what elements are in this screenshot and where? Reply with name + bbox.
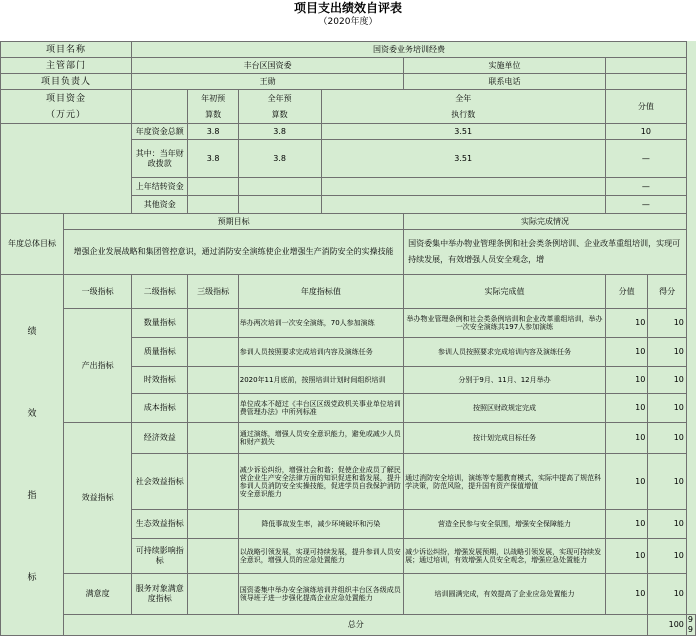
fund-exec-value: 3.51 [321, 124, 605, 140]
level2-indicator: 经济效益 [132, 423, 188, 454]
fund-full-value: 3.8 [238, 124, 321, 140]
indicator-score: 10 [605, 510, 647, 539]
fund-full-value [238, 196, 321, 214]
indicator-got: 10 [648, 510, 687, 539]
actual-value: 举办物业管理条例和社会类条例培训和企业改革重组培训，举办一次安全演练共197人参加演练 [404, 309, 606, 338]
target-value: 通过演练，增强人员安全意识能力，避免或减少人员和财产损失 [238, 423, 403, 454]
fund-item-label: 其中：当年财政拨款 [132, 140, 188, 178]
level2-indicator: 成本指标 [132, 394, 188, 423]
level2-indicator: 社会效益指标 [132, 454, 188, 510]
target-value: 参训人员按照要求完成培训内容及演练任务 [238, 338, 403, 367]
level1-indicator: 产出指标 [64, 309, 132, 423]
target-value: 单位成本不超过《丰台区区级党政机关事业单位培训费管理办法》中所列标准 [238, 394, 403, 423]
level3-indicator [188, 394, 238, 423]
page-title: 项目支出绩效自评表 [293, 1, 402, 15]
fund-exec-value [321, 196, 605, 214]
funds-blank-cell [1, 124, 132, 214]
fund-full-value [238, 178, 321, 196]
overall-goal-content-row [1, 230, 696, 275]
fund-score-value: 10 [605, 124, 686, 140]
total-got: 99 [686, 615, 695, 636]
fund-score-value: — [605, 140, 686, 178]
execution-header: 全年 执行数 [321, 90, 605, 124]
indicator-got: 10 [648, 367, 687, 394]
fund-item-label: 年度资金总额 [132, 124, 188, 140]
level3-indicator [188, 539, 238, 574]
indicator-score-header: 分值 [605, 275, 647, 309]
level2-indicator: 数量指标 [132, 309, 188, 338]
target-value: 以战略引领发展，实现可持续发展，提升参训人员安全意识，增强人员的应急处置能力 [238, 539, 403, 574]
indicator-score: 10 [605, 423, 647, 454]
indicator-score: 10 [605, 309, 647, 338]
level3-indicator [188, 309, 238, 338]
level3-indicator [188, 367, 238, 394]
target-value: 国资委集中举办安全演练培训并组织丰台区各级成员领导班子进一步强化提高企业应急处置能力 [238, 574, 403, 615]
total-score: 100 [648, 615, 687, 636]
fund-score-value: — [605, 196, 686, 214]
indicator-got-header: 得分 [648, 275, 687, 309]
actual-value-header: 实际完成值 [404, 275, 606, 309]
level2-indicator: 时效指标 [132, 367, 188, 394]
leader-row [1, 74, 696, 90]
fund-exec-value [321, 178, 605, 196]
funds-header-row-1 [1, 90, 696, 108]
project-name-row [1, 42, 696, 58]
actual-value: 培训圆满完成，有效提高了企业应急处置能力 [404, 574, 606, 615]
dept-value: 丰台区国资委 [132, 58, 404, 74]
level1-indicator: 效益指标 [64, 423, 132, 574]
full-year-header: 全年预 算数 [238, 90, 321, 124]
expected-goal-text: 增强企业发展战略和集团管控意识，通过消防安全演练使企业增强生产消防安全的实操技能 [64, 230, 404, 275]
level1-indicator-header: 一级指标 [64, 275, 132, 309]
funds-score-header: 分值 [605, 90, 686, 124]
indicator-row [1, 309, 696, 338]
indicator-got: 10 [648, 338, 687, 367]
indicator-got: 10 [648, 423, 687, 454]
evaluation-table [0, 41, 696, 636]
level2-indicator: 生态效益指标 [132, 510, 188, 539]
target-value: 降低事故发生率，减少环境破坏和污染 [238, 510, 403, 539]
impl-value [605, 58, 686, 74]
expected-goal-header: 预期目标 [64, 214, 404, 230]
actual-value: 按计划完成目标任务 [404, 423, 606, 454]
fund-budget-value: 3.8 [188, 124, 238, 140]
year-subtitle: （2020年度） [318, 17, 378, 27]
actual-value: 按照区财政规定完成 [404, 394, 606, 423]
indicator-got: 10 [648, 539, 687, 574]
performance-indicator-side-label: 绩 效 指 标 [1, 275, 64, 636]
dept-label: 主管部门 [1, 58, 132, 74]
funds-blank-header [132, 90, 188, 124]
level2-indicator-header: 二级指标 [132, 275, 188, 309]
indicator-score: 10 [605, 574, 647, 615]
actual-result-header: 实际完成情况 [404, 214, 687, 230]
indicator-score: 10 [605, 394, 647, 423]
overall-goal-label: 年度总体目标 [1, 214, 64, 275]
target-value: 2020年11月底前，按照培训计划时间组织培训 [238, 367, 403, 394]
budget-header: 年初预 算数 [188, 90, 238, 124]
level2-indicator: 服务对象满意度指标 [132, 574, 188, 615]
funds-label: 项目资金 （万元） [1, 90, 132, 124]
leader-value: 王勋 [132, 74, 404, 90]
fund-budget-value [188, 196, 238, 214]
target-value: 减少诉讼纠纷，增强社会和谐；促使企业成员了解民营企业生产安全法律方面的知识促进和谐发展，提升参训人员消防安全实操技能，促进学员自我保护消防安全意识能力 [238, 454, 403, 510]
level2-indicator: 可持续影响指标 [132, 539, 188, 574]
indicator-row [1, 423, 696, 454]
level1-indicator: 满意度 [64, 574, 132, 615]
actual-value: 参训人员按照要求完成培训内容及演练任务 [404, 338, 606, 367]
level3-indicator [188, 510, 238, 539]
level3-indicator-header: 三级指标 [188, 275, 238, 309]
fund-full-value: 3.8 [238, 140, 321, 178]
fund-score-value: — [605, 178, 686, 196]
fund-item-label: 上年结转资金 [132, 178, 188, 196]
phone-label: 联系电话 [404, 74, 606, 90]
fund-budget-value: 3.8 [188, 140, 238, 178]
funds-row [1, 124, 696, 140]
indicator-row [1, 574, 696, 615]
overall-goal-header-row [1, 214, 696, 230]
level3-indicator [188, 454, 238, 510]
level3-indicator [188, 423, 238, 454]
indicator-score: 10 [605, 338, 647, 367]
level2-indicator: 质量指标 [132, 338, 188, 367]
indicator-got: 10 [648, 574, 687, 615]
total-row [1, 615, 696, 636]
actual-value: 通过消防安全培训，演练等专题教育模式，实际中提高了规范科学决策，防范风险，提升国有资产保值增值 [404, 454, 606, 510]
actual-result-text: 国资委集中举办物业管理条例和社会类条例培训、企业改革重组培训，实现可持续发展，有效增强人员安全观念，增 [404, 230, 687, 275]
phone-value [605, 74, 686, 90]
project-name-label: 项目名称 [1, 42, 132, 58]
fund-exec-value: 3.51 [321, 140, 605, 178]
target-value-header: 年度指标值 [238, 275, 403, 309]
indicator-score: 10 [605, 454, 647, 510]
indicator-header-row [1, 275, 696, 309]
indicator-score: 10 [605, 539, 647, 574]
level3-indicator [188, 338, 238, 367]
total-label: 总分 [64, 615, 648, 636]
level3-indicator [188, 574, 238, 615]
impl-label: 实施单位 [404, 58, 606, 74]
dept-row [1, 58, 696, 74]
project-name-value: 国资委业务培训经费 [132, 42, 687, 58]
actual-value: 营造全民参与安全氛围，增强安全保障能力 [404, 510, 606, 539]
actual-value: 减少诉讼纠纷，增强发展预期，以战略引领发展，实现可持续发展；通过培训，有效增强人员安全观念，增强应急处置能力 [404, 539, 606, 574]
indicator-got: 10 [648, 454, 687, 510]
indicator-got: 10 [648, 394, 687, 423]
actual-value: 分别于9月、11月、12月举办 [404, 367, 606, 394]
indicator-got: 10 [648, 309, 687, 338]
fund-budget-value [188, 178, 238, 196]
target-value: 举办两次培训一次安全演练，70人参加演练 [238, 309, 403, 338]
indicator-score: 10 [605, 367, 647, 394]
fund-item-label: 其他资金 [132, 196, 188, 214]
leader-label: 项目负责人 [1, 74, 132, 90]
